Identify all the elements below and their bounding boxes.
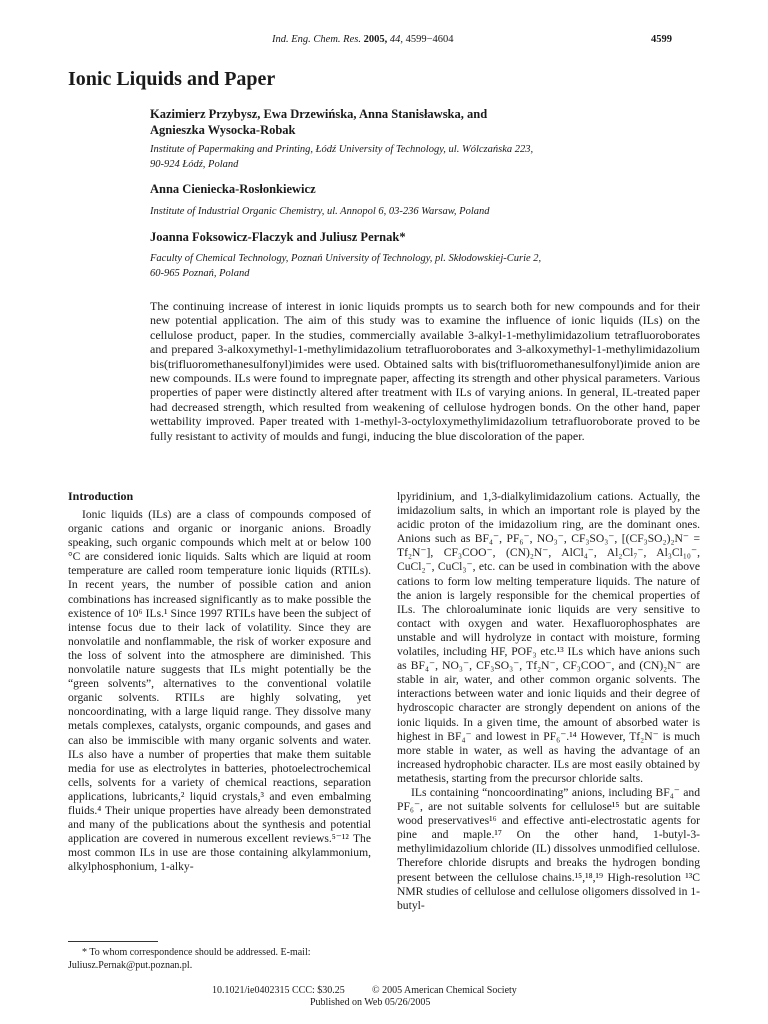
journal-pages: 4599−4604 [405,34,454,45]
affiliation-line: Institute of Industrial Organic Chemistry, ul. Annopol 6, 03-236 Warsaw, Poland [150,206,490,217]
affiliation-line: 60-965 Poznań, Poland [150,268,250,279]
journal-name: Ind. Eng. Chem. Res. [272,34,361,45]
abstract: The continuing increase of interest in ionic liquids prompts us to search both for new compounds and for their new potential application. The aim of this study was to examine the influence of ionic liquids (ILs) on the cellulose product, paper. In the studies, commercially available 3-alkyl-1-methylimidazolium tetrafluoroborates and prepared 3-alkoxymethyl-1-methylimidazolium tetrafluoroborates and 3-alkoxymethyl-1-methylimidazolium bis(trifluoromethanesulfonyl)imides were used. Obtained salts with bis(trifluoromethanesulfonyl)imide anion are new compounds. ILs were found to impregnate paper, affecting its strength and other physical parameters. Various properties of paper were distinctly altered after treatment with ILs of varying anions. In general, IL-treated paper had decreased strength, which resulted from weakening of cellulose hydrogen bonds. On the other hand, paper wettability improved. Paper treated with 1-methyl-3-octyloxymethylimidazolium tetrafluoroborate proved to be fully resistant to activity of moulds and fungi, inducing the blue discoloration of the paper. [150,299,700,443]
footnote-email: Juliusz.Pernak@put.poznan.pl. [68,960,193,971]
body-paragraph: Ionic liquids (ILs) are a class of compounds composed of organic cations and organic or inorganic anions. Broadly speaking, such organic compounds which melt at or below 100 °C are considered ionic liquids. Salts which are liquid at room temperature are called room temperature ionic liquids (RTILs). In recent years, the number of possible cation and anion combinations has increased significantly as to make possible the existence of 10⁶ ILs.¹ Since 1997 RTILs have been the subject of intense focus due to their lack of volatility. Since they are nonvolatile and nonflammable, the risk of worker exposure and the loss of solvent into the atmosphere are diminished. This nonvolatile nature suggests that ILs might potentially be the “green solvents”, alternatives to the conventional volatile organic solvents. RTILs are highly solvating, yet noncoordinating, with a large liquid range. They dissolve many metals complexes, catalysts, organic compounds, and gases and can also be immiscible with many organic solvents and water. ILs also have a number of properties that make them suitable media for use as electrolytes in batteries, photoelectrochemical cells, solvents for a variety of chemical reactions, separation applications, lubricants,² liquid crystals,³ and even embalming fluids.⁴ Their unique properties have already been demonstrated and many of the publications about the synthesis and potential application are covered in numerous excellent reviews.⁵⁻¹² The most common ILs in use are those containing alkylammonium, alkylphosphonium, 1-alky- [68,508,371,874]
affiliation-line: 90-924 Łódź, Poland [150,159,239,170]
running-header [0,34,768,48]
author-line: Kazimierz Przybysz, Ewa Drzewińska, Anna Stanisławska, and [150,107,488,121]
author-list-1 [150,106,710,138]
body-paragraph: ILs containing “noncoordinating” anions, including BF₄⁻ and PF₆⁻, are not suitable solvents for cellulose¹⁵ but are suitable wood preservatives¹⁶ and effective anti-electrostatic agents for pine and maple.¹⁷ On the other hand, 1-butyl-3-methylimidazolium chloride (IL) dissolves unmodified cellulose. Therefore chloride disrupts and breaks the hydrogen bonding present between the cellulose chains.¹⁵,¹⁸,¹⁹ High-resolution ¹³C NMR studies of cellulose and cellulose oligomers dissolved in 1-butyl- [397,785,700,912]
journal-volume: 44, [389,34,403,45]
affiliation-line: Institute of Papermaking and Printing, Łódź University of Technology, ul. Wólczańska 223, [150,144,534,155]
right-column [397,490,700,913]
author-list-2 [150,181,710,197]
footnote [68,946,368,972]
body-paragraph: lpyridinium, and 1,3-dialkylimidazolium cations. Actually, the imidazolium salts, in which an important role is played by the acidic proton of the imidazolium ring, are the dominant ones. Anions such as BF₄⁻, PF₆⁻, NO₃⁻, CF₃SO₃⁻, [(CF₃SO₂)₂N⁻ = Tf₂N⁻], CF₃COO⁻, (CN)₂N⁻, AlCl₄⁻, Al₂Cl₇⁻, Al₃Cl₁₀⁻, CuCl₂⁻, CuCl₃⁻, etc. can be used in combination with the above cations to form low melting temperature liquids. The nature of the anion is largely responsible for the chemical properties of ILs. The chloroaluminate ionic liquids are very sensitive to contact with oxygen and water. Hexafluorophosphates are unstable and will hydrolyze in contact with moisture, forming volatiles, including HF, POF₃ etc.¹³ ILs which have anions such as BF₄⁻, NO₃⁻, CF₃SO₃⁻, Tf₂N⁻, CF₃COO⁻, and (CN)₂N⁻ are stable in air, water, and other common organic solvents. The interactions between water and ionic liquids and their degree of hydroscopic character are strongly dependent on anions of the ionic liquids. In a given time, the amount of absorbed water is highest in BF₄⁻ and lowest in PF₆⁻.¹⁴ However, Tf₂N⁻ is much more stable in water, as well as having the advantage of an increased hydrophobic character. ILs are most easily obtained by metathesis, starting from the precursor chloride salts. [397,490,700,785]
footnote-line: * To whom correspondence should be addressed. E-mail: [82,947,311,958]
footnote-rule [68,941,158,942]
author-list-3 [150,229,710,245]
affiliation-2 [150,204,710,219]
copyright: © 2005 American Chemical Society [372,985,517,996]
journal-year: 2005, [363,34,388,45]
left-column [68,508,371,874]
page-number: 4599 [651,34,672,45]
author-line: Agnieszka Wysocka-Robak [150,123,296,137]
affiliation-line: Faculty of Chemical Technology, Poznań University of Technology, pl. Skłodowskiej-Curie 2, [150,253,542,264]
doi-price: 10.1021/ie0402315 CCC: $30.25 [212,985,345,996]
affiliation-3 [150,251,710,281]
publication-date: Published on Web 05/26/2005 [310,997,431,1008]
author-line: Anna Cieniecka-Rosłonkiewicz [150,182,316,196]
section-heading-introduction: Introduction [68,489,134,503]
author-line: Joanna Foksowicz-Flaczyk and Juliusz Pernak* [150,230,406,244]
paper-title: Ionic Liquids and Paper [68,68,276,90]
journal-citation [272,34,454,45]
affiliation-1 [150,142,710,172]
